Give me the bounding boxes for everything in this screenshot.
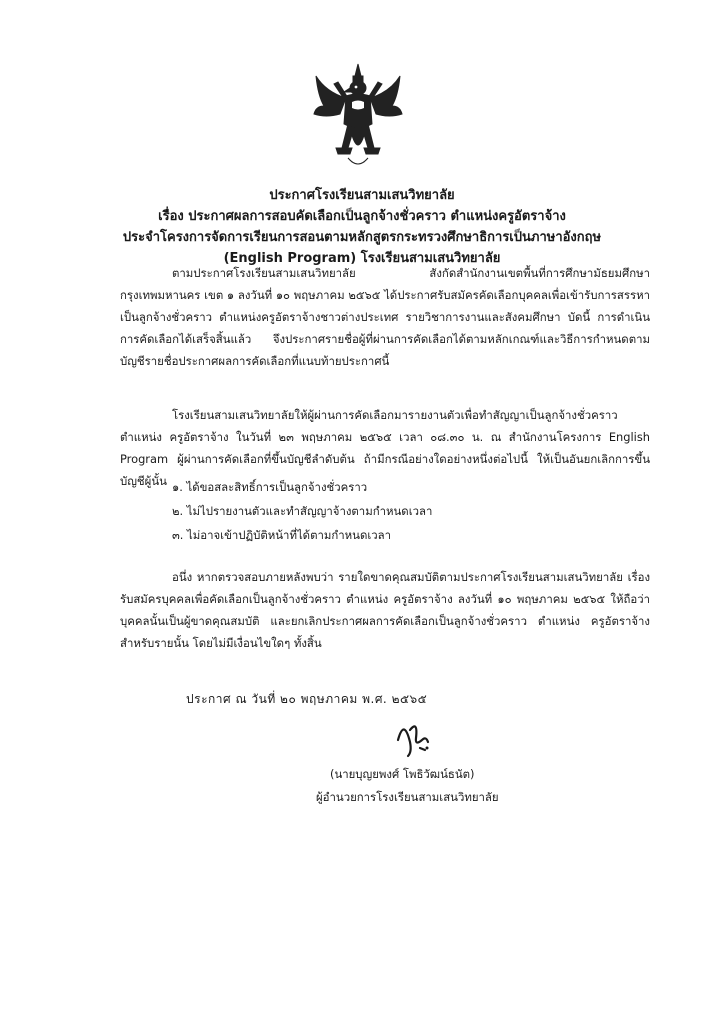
- announcement-subject-line3: (English Program) โรงเรียนสามเสนวิทยาลัย: [223, 251, 501, 266]
- paragraph-1: [120, 262, 650, 372]
- signer-title: ผู้อำนวยการโรงเรียนสามเสนวิทยาลัย: [316, 790, 499, 804]
- paragraph-3: [120, 566, 650, 654]
- announcement-subject-line2: ประจำโครงการจัดการเรียนการสอนตามหลักสูตรกระทรวงศึกษาธิการเป็นภาษาอังกฤษ: [122, 230, 602, 245]
- list-item: ๓. ไม่อาจเข้าปฏิบัติหน้าที่ได้ตามกำหนดเวลา: [172, 528, 392, 542]
- paragraph-2-text: โรงเรียนสามเสนวิทยาลัยให้ผู้ผ่านการคัดเลือกมารายงานตัวเพื่อทำสัญญาเป็นลูกจ้างชั่วคราวตำแหน่ง ครูอัตราจ้าง ในวันที่ ๒๓ พฤษภาคม ๒๕๖๕ เวลา ๐๘.๓๐ น. ณ สำนักงานโครงการ English Program ผู้ผ่านการคัดเลือกที่ขึ้นบัญชีลำดับต้น ถ้ามีกรณีอย่างใดอย่างหนึ่งต่อไปนี้ ให้เป็นอันยกเลิกการขึ้นบัญชีผู้นั้น: [120, 408, 650, 488]
- paragraph-1-text: ตามประกาศโรงเรียนสามเสนวิทยาลัย สังกัดสำนักงานเขตพื้นที่การศึกษามัธยมศึกษากรุงเทพมหานคร เขต ๑ ลงวันที่ ๑๐ พฤษภาคม ๒๕๖๕ ได้ประกาศรับสมัครคัดเลือกบุคคลเพื่อเข้ารับการสรรหาเป็นลูกจ้างชั่วคราว ตำแหน่งครูอัตราจ้างชาวต่างประเทศ รายวิชาการงานและสังคมศึกษา บัดนี้ การดำเนินการคัดเลือกได้เสร็จสิ้นแล้ว จึงประกาศรายชื่อผู้ที่ผ่านการคัดเลือกได้ตามหลักเกณฑ์และวิธีการกำหนดตามบัญชีรายชื่อประกาศผลการคัดเลือกที่แนบท้ายประกาศนี้: [120, 266, 650, 368]
- garuda-emblem-icon: [312, 62, 404, 172]
- signer-name: (นายบุญยพงศ์ โพธิวัฒน์ธนัต): [330, 767, 475, 781]
- announcement-title: ประกาศโรงเรียนสามเสนวิทยาลัย: [269, 188, 455, 203]
- signature-image: [392, 712, 432, 760]
- list-item: ๒. ไม่ไปรายงานตัวและทำสัญญาจ้างตามกำหนดเวลา: [172, 504, 433, 518]
- announcement-date: ประกาศ ณ วันที่ ๒๐ พฤษภาคม พ.ศ. ๒๕๖๕: [186, 692, 428, 706]
- announcement-subject: เรื่อง ประกาศผลการสอบคัดเลือกเป็นลูกจ้างชั่วคราว ตำแหน่งครูอัตราจ้าง: [158, 209, 566, 224]
- list-item: ๑. ได้ขอสละสิทธิ์การเป็นลูกจ้างชั่วคราว: [172, 480, 368, 494]
- paragraph-3-text: อนึ่ง หากตรวจสอบภายหลังพบว่า รายใดขาดคุณสมบัติตามประกาศโรงเรียนสามเสนวิทยาลัย เรื่อง รับสมัครบุคคลเพื่อคัดเลือกเป็นลูกจ้างชั่วคราว ตำแหน่ง ครูอัตราจ้าง ลงวันที่ ๑๐ พฤษภาคม ๒๕๖๕ ให้ถือว่าบุคคลนั้นเป็นผู้ขาดคุณสมบัติ และยกเลิกประกาศผลการคัดเลือกเป็นลูกจ้างชั่วคราว ตำแหน่ง ครูอัตราจ้าง สำหรับรายนั้น โดยไม่มีเงื่อนไขใดๆ ทั้งสิ้น: [120, 570, 650, 650]
